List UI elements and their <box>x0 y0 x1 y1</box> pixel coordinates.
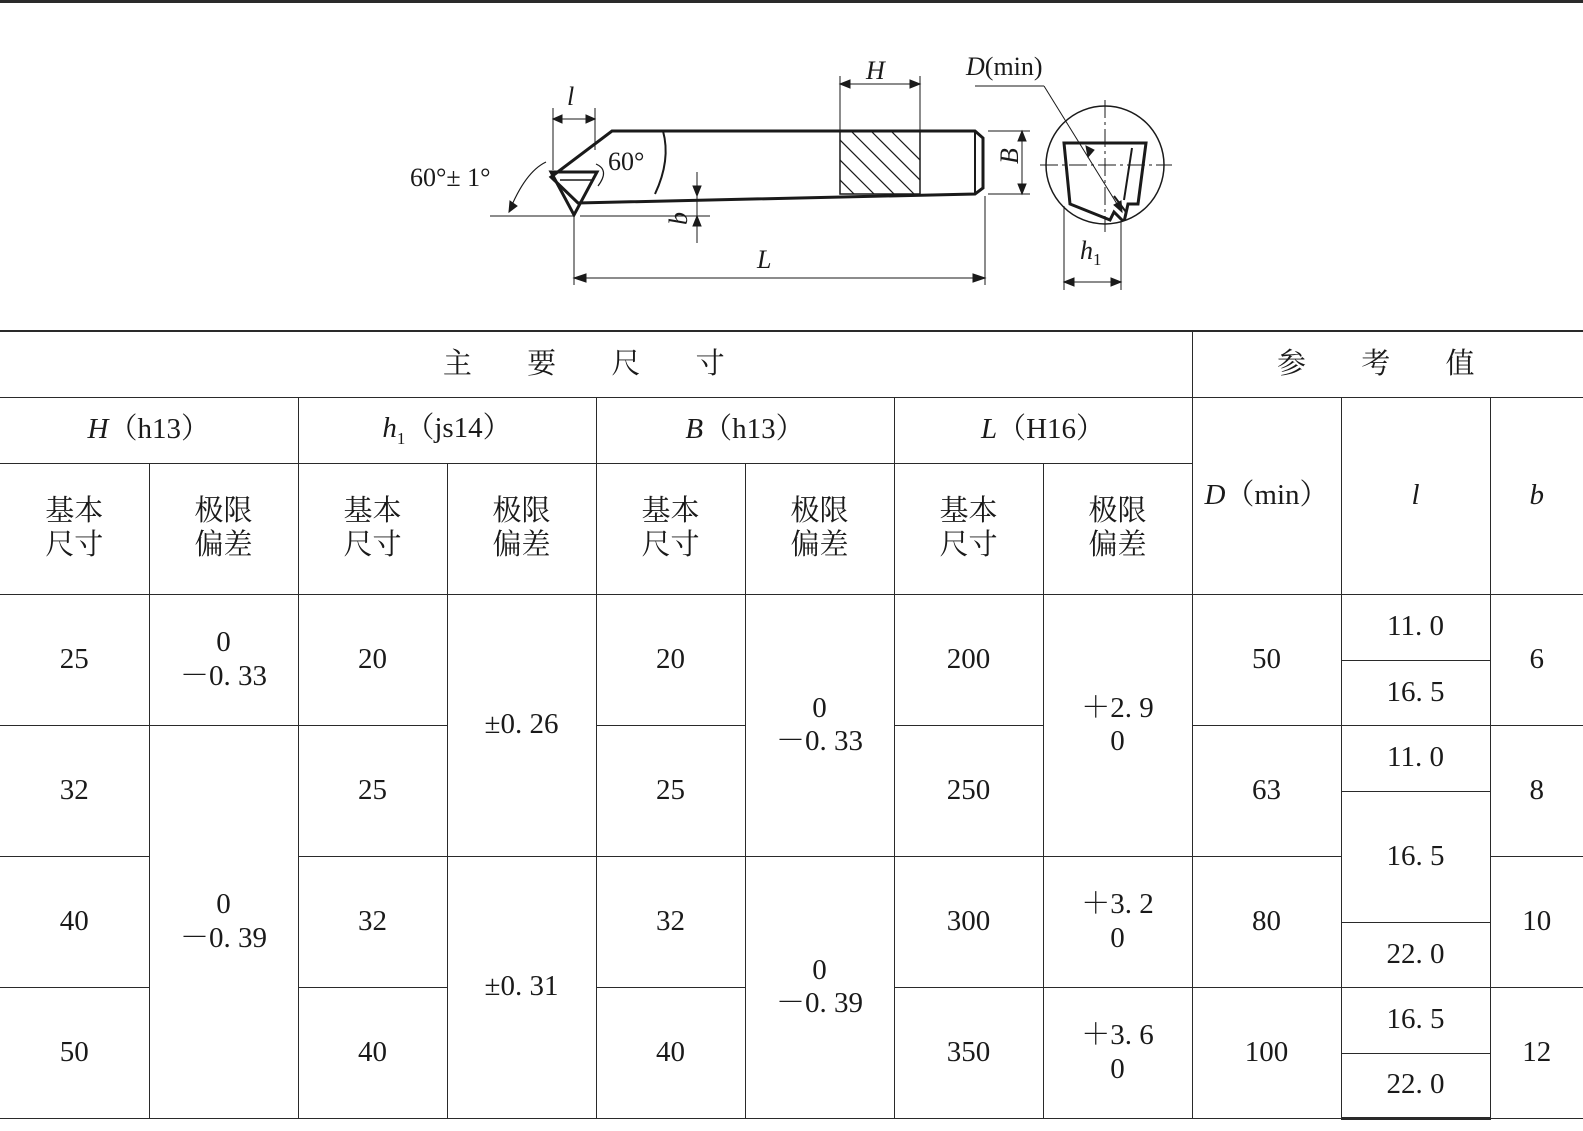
sub-basic-size: 基本 尺寸 <box>894 463 1043 594</box>
cell-B: 20 <box>596 594 745 725</box>
sub-basic-size: 基本 尺寸 <box>0 463 149 594</box>
col-h1: $h_1(js14)$ <box>298 397 596 463</box>
col-D-min: D（min） <box>1192 397 1341 594</box>
cell-D: 50 <box>1192 594 1341 725</box>
label-h1: $h_1$ <box>1080 236 1102 269</box>
cell-H: 40 <box>0 856 149 987</box>
tool-drawing <box>0 0 1583 330</box>
cell-H: 32 <box>0 725 149 856</box>
cell-l: 16. 5 <box>1341 987 1490 1053</box>
cell-H-deviation: 0 －0. 33 <box>149 594 298 725</box>
cell-h1: 20 <box>298 594 447 725</box>
cell-h1-deviation: ±0. 26 <box>447 594 596 856</box>
cell-L: 250 <box>894 725 1043 856</box>
cell-B-deviation: 0 －0. 39 <box>745 856 894 1118</box>
label-angle: 60° <box>608 147 645 176</box>
cell-L-deviation: ＋3. 6 0 <box>1043 987 1192 1118</box>
cell-H: 25 <box>0 594 149 725</box>
cell-h1: 32 <box>298 856 447 987</box>
cell-L-deviation: ＋2. 9 0 <box>1043 594 1192 856</box>
cell-l: 22. 0 <box>1341 922 1490 987</box>
cell-D: 63 <box>1192 725 1341 856</box>
cell-b: 6 <box>1490 594 1583 725</box>
cell-l: 22. 0 <box>1341 1053 1490 1118</box>
cell-b: 12 <box>1490 987 1583 1118</box>
label-L: L <box>757 245 772 274</box>
sub-limit-deviation: 极限 偏差 <box>149 463 298 594</box>
sub-basic-size: 基本 尺寸 <box>596 463 745 594</box>
group-reference-values: 参 考 值 <box>1192 331 1583 397</box>
cell-h1: 25 <box>298 725 447 856</box>
cell-l: 11. 0 <box>1341 594 1490 660</box>
cell-B: 40 <box>596 987 745 1118</box>
cell-L: 300 <box>894 856 1043 987</box>
cell-D: 100 <box>1192 987 1341 1118</box>
label-D-min: D(min) <box>966 52 1043 81</box>
col-b: b <box>1490 397 1583 594</box>
dimension-table <box>0 330 1583 1120</box>
sub-limit-deviation: 极限 偏差 <box>745 463 894 594</box>
cell-L: 200 <box>894 594 1043 725</box>
cell-h1: 40 <box>298 987 447 1118</box>
cell-l: 11. 0 <box>1341 725 1490 791</box>
sub-basic-size: 基本 尺寸 <box>298 463 447 594</box>
label-b: b <box>664 212 693 225</box>
cell-H: 50 <box>0 987 149 1118</box>
sub-limit-deviation: 极限 偏差 <box>447 463 596 594</box>
col-l: l <box>1341 397 1490 594</box>
col-B: B（h13） <box>596 397 894 463</box>
group-main-dimensions: 主 要 尺 寸 <box>0 331 1192 397</box>
label-H: H <box>866 56 885 85</box>
col-H: H（h13） <box>0 397 298 463</box>
cell-B: 32 <box>596 856 745 987</box>
cell-L-deviation: ＋3. 2 0 <box>1043 856 1192 987</box>
cell-B: 25 <box>596 725 745 856</box>
cell-h1-deviation: ±0. 31 <box>447 856 596 1118</box>
cell-H-deviation: 0 －0. 39 <box>149 725 298 1118</box>
label-angle-tolerance: 60°± 1° <box>410 163 491 192</box>
tool-tip <box>551 172 597 215</box>
cell-b: 10 <box>1490 856 1583 987</box>
cell-B-deviation: 0 －0. 33 <box>745 594 894 856</box>
cell-D: 80 <box>1192 856 1341 987</box>
cell-l: 16. 5 <box>1341 791 1490 922</box>
cell-L: 350 <box>894 987 1043 1118</box>
label-l: l <box>567 82 575 111</box>
label-B: B <box>995 148 1024 164</box>
sub-limit-deviation: 极限 偏差 <box>1043 463 1192 594</box>
col-L: L（H16） <box>894 397 1192 463</box>
cell-l: 16. 5 <box>1341 660 1490 725</box>
cell-b: 8 <box>1490 725 1583 856</box>
